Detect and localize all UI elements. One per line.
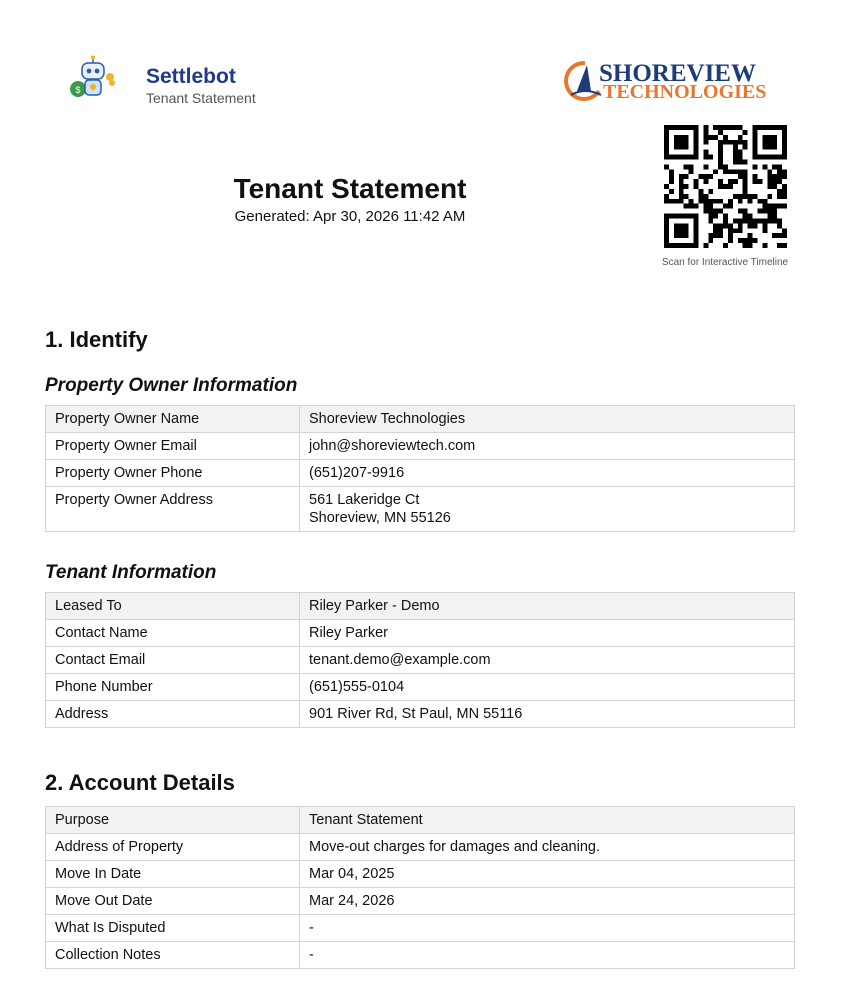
row-label: Phone Number: [46, 674, 300, 701]
row-label: Address of Property: [46, 834, 300, 861]
brand-subtitle: Tenant Statement: [146, 90, 256, 106]
row-label: Leased To: [46, 593, 300, 620]
row-label: Property Owner Phone: [46, 460, 300, 487]
row-label: What Is Disputed: [46, 915, 300, 942]
robot-mascot-icon: [66, 55, 118, 99]
generated-timestamp: Generated: Apr 30, 2026 11:42 AM: [234, 208, 466, 225]
row-value: Riley Parker - Demo: [300, 593, 795, 620]
table-row: [46, 861, 795, 888]
table-row: [46, 433, 795, 460]
row-value: -: [300, 942, 795, 969]
svg-text:$: $: [75, 85, 81, 95]
row-value: Tenant Statement: [300, 807, 795, 834]
row-value: (651)555-0104: [300, 674, 795, 701]
row-label: Purpose: [46, 807, 300, 834]
shoreview-logo: [563, 57, 797, 103]
row-label: Contact Name: [46, 620, 300, 647]
table-row: [46, 888, 795, 915]
address-line-2: Shoreview, MN 55126: [309, 510, 451, 526]
table-row: [46, 593, 795, 620]
svg-text:SHOREVIEW: SHOREVIEW: [599, 60, 756, 87]
section-account-details-heading: 2. Account Details: [45, 770, 235, 795]
row-value: 901 River Rd, St Paul, MN 55116: [300, 701, 795, 728]
tenant-info-table: [45, 592, 795, 728]
table-row: [46, 487, 795, 532]
account-details-table: [45, 806, 795, 969]
brand-name: Settlebot: [146, 65, 236, 88]
row-value: (651)207-9916: [300, 460, 795, 487]
row-value: Shoreview Technologies: [300, 406, 795, 433]
tenant-info-heading: Tenant Information: [45, 562, 217, 583]
table-row: [46, 915, 795, 942]
svg-text:TECHNOLOGIES: TECHNOLOGIES: [603, 81, 767, 103]
row-label: Property Owner Email: [46, 433, 300, 460]
row-value: john@shoreviewtech.com: [300, 433, 795, 460]
table-row: [46, 647, 795, 674]
table-row: [46, 701, 795, 728]
brand-header: [66, 55, 256, 107]
address-line-1: 561 Lakeridge Ct: [309, 492, 420, 508]
row-label: Address: [46, 701, 300, 728]
table-row: [46, 406, 795, 433]
table-row: [46, 834, 795, 861]
owner-info-table: [45, 405, 795, 532]
row-value: Move-out charges for damages and cleaning.: [300, 834, 795, 861]
row-value: -: [300, 915, 795, 942]
row-label: Property Owner Address: [46, 487, 300, 532]
row-label: Property Owner Name: [46, 406, 300, 433]
row-value: tenant.demo@example.com: [300, 647, 795, 674]
table-row: [46, 460, 795, 487]
table-row: [46, 807, 795, 834]
row-value: Mar 04, 2025: [300, 861, 795, 888]
row-label: Move In Date: [46, 861, 300, 888]
qr-code[interactable]: [664, 125, 787, 248]
row-value: Riley Parker: [300, 620, 795, 647]
table-row: [46, 942, 795, 969]
row-label: Move Out Date: [46, 888, 300, 915]
row-label: Collection Notes: [46, 942, 300, 969]
row-value: Mar 24, 2026: [300, 888, 795, 915]
qr-caption: Scan for Interactive Timeline: [661, 257, 789, 268]
owner-info-heading: Property Owner Information: [45, 375, 298, 396]
table-row: [46, 620, 795, 647]
row-label: Contact Email: [46, 647, 300, 674]
table-row: [46, 674, 795, 701]
section-identify-heading: 1. Identify: [45, 327, 148, 352]
page-title: Tenant Statement: [233, 173, 467, 204]
row-value: [300, 487, 795, 532]
